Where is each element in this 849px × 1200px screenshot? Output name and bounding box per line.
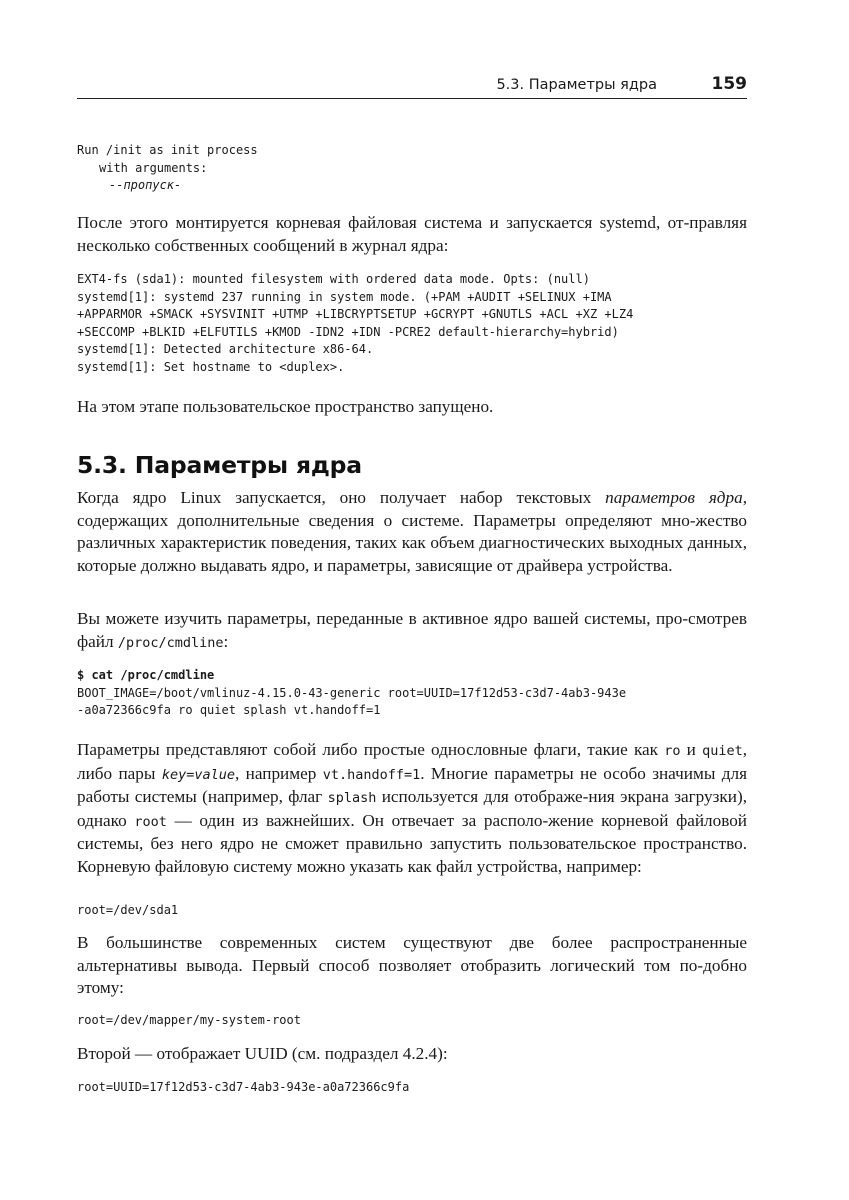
paragraph-userspace: На этом этапе пользовательское пространство запущено. [77, 397, 494, 416]
inline-code: root [134, 813, 167, 830]
text: , содержащих дополнительные сведения о системе. Параметры определяют мно-жество различных характеристик поведения, таких как объем диагностических выходных данных, которые должно выдавать ядро, и параметры, зависящие от драйвера устройства. [77, 488, 747, 575]
code-line: EXT4-fs (sda1): mounted filesystem with ordered data mode. Opts: (null) [77, 272, 590, 286]
code-line: +APPARMOR +SMACK +SYSVINIT +UTMP +LIBCRYPTSETUP +GCRYPT +GNUTLS +ACL +XZ +LZ4 [77, 307, 634, 322]
inline-code: splash [327, 790, 377, 806]
header-section-title: 5.3. Параметры ядра [496, 77, 657, 93]
text: , например [234, 763, 323, 783]
code-line: systemd[1]: Set hostname to <duplex>. [77, 359, 345, 374]
emphasis-term: параметров ядра [605, 488, 743, 507]
code-line: root=UUID=17f12d53-c3d7-4ab3-943e-a0a72366c9fa [77, 1080, 410, 1094]
code-block-init [77, 142, 747, 195]
code-line: BOOT_IMAGE=/boot/vmlinuz-4.15.0-43-generic root=UUID=17f12d53-c3d7-4ab3-943e [77, 685, 627, 700]
code-line: systemd[1]: systemd 237 running in system mode. (+PAM +AUDIT +SELINUX +IMA [77, 289, 612, 304]
page-number: 159 [711, 74, 747, 94]
paragraph-alternatives: В большинстве современных систем существуют две более распространенные альтернативы вывода. Первый способ позволяет отобразить логический том по-добно этому: [77, 933, 747, 997]
text: Когда ядро Linux запускается, оно получает набор текстовых [77, 488, 606, 507]
paragraph-cmdline [77, 608, 747, 654]
code-line: Run /init as init process [77, 143, 258, 157]
inline-code: ro [664, 743, 681, 759]
paragraph-systemd: После этого монтируется корневая файловая система и запускается systemd, от-правляя несколько собственных сообщений в журнал ядра: [77, 213, 747, 255]
code-block-kernel-log [77, 271, 747, 377]
text: и [680, 740, 703, 759]
text: — один из важнейших. Он отвечает за располо-жение корневой файловой системы, без него ядро не сможет правильно запустить пользовательское пространство. Корневую файловую систему можно указать как файл устройства, например: [77, 810, 747, 876]
inline-code-italic: key=value [161, 766, 235, 783]
code-line: root=/dev/sda1 [77, 903, 179, 917]
text: Вы можете изучить параметры, переданные в активное ядро вашей системы, про-смотрев файл [77, 609, 747, 651]
text: : [223, 631, 229, 651]
command-line: $ cat /proc/cmdline [77, 668, 215, 682]
code-line-skip: --пропуск- [109, 178, 182, 193]
inline-code: vt.handoff=1 [322, 766, 421, 783]
code-block-root-uuid [77, 1079, 747, 1097]
code-block-cmdline [77, 667, 747, 720]
section-heading: 5.3. Параметры ядра [77, 451, 362, 479]
code-line: root=/dev/mapper/my-system-root [77, 1013, 301, 1027]
text: , либо пары [77, 740, 748, 783]
code-line: systemd[1]: Detected architecture x86-64. [77, 342, 374, 357]
code-line: +SECCOMP +BLKID +ELFUTILS +KMOD -IDN2 +IDN -PCRE2 default-hierarchy=hybrid) [77, 324, 619, 339]
code-block-root-dev [77, 902, 747, 920]
inline-code: quiet [702, 743, 743, 759]
inline-code: /proc/cmdline [117, 634, 224, 651]
paragraph-kernel-params [77, 487, 747, 577]
code-line: -a0a72366c9fa ro quiet splash vt.handoff=1 [77, 703, 381, 718]
paragraph-uuid: Второй — отображает UUID (см. подраздел 4.2.4): [77, 1044, 448, 1063]
running-header [77, 74, 747, 99]
text: Параметры представляют собой либо простые однословные флаги, такие как [77, 740, 665, 759]
text: . Многие параметры не особо значимы для работы системы (например, флаг [77, 763, 747, 806]
code-line: with arguments: [99, 160, 208, 175]
text: используется для отображе-ния экрана загрузки), однако [77, 787, 747, 830]
paragraph-flags [77, 739, 747, 878]
code-block-root-mapper [77, 1012, 747, 1030]
